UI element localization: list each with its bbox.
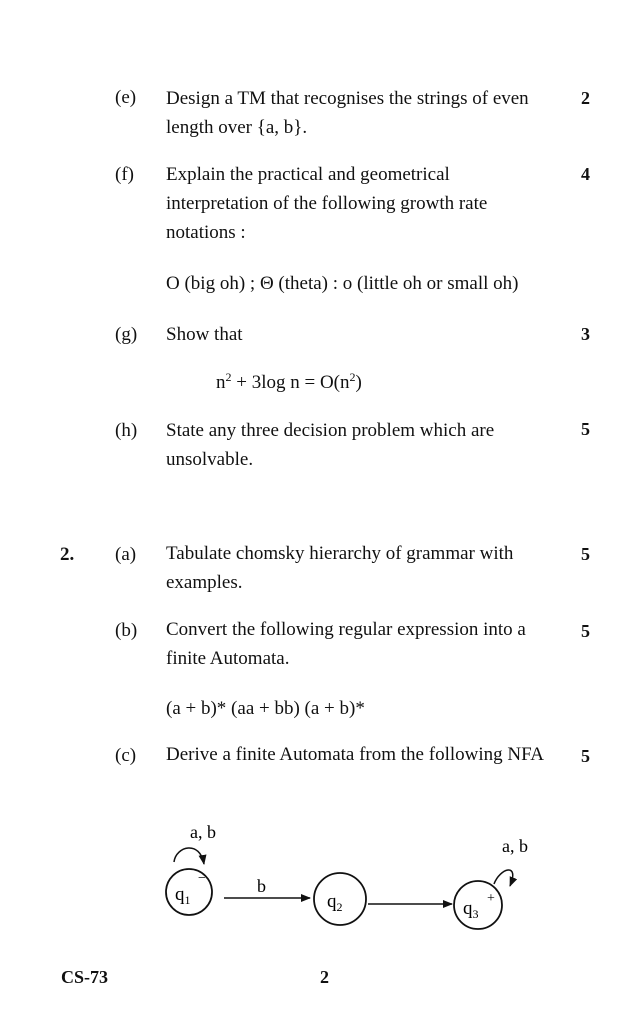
item-h-label: (h) bbox=[115, 420, 138, 441]
eq-n: n bbox=[216, 372, 226, 393]
q1-self-loop bbox=[174, 848, 204, 864]
page-number: 2 bbox=[320, 967, 329, 987]
item-g-text: Show that bbox=[166, 324, 243, 345]
q2-c-marks: 5 bbox=[581, 746, 590, 766]
state-q2-label: $q_2$ bbox=[327, 891, 343, 914]
growth-notation-part2: (theta) : o (little oh or small oh) bbox=[273, 273, 519, 294]
item-h-text: State any three decision problem which are unsolvable. bbox=[166, 420, 495, 470]
q2-b-marks: 5 bbox=[581, 621, 590, 641]
q2-a-label: (a) bbox=[115, 544, 137, 565]
eq-middle: + 3log n = O(n bbox=[231, 372, 350, 393]
q2-a-marks: 5 bbox=[581, 544, 590, 564]
edge-q1-q2-label: b bbox=[257, 876, 266, 896]
q1-loop-label: a, b bbox=[190, 822, 216, 842]
q2-b-label: (b) bbox=[115, 620, 138, 641]
state-q2 bbox=[314, 873, 366, 925]
q2-a-text: Tabulate chomsky hierarchy of grammar with examples. bbox=[166, 543, 514, 593]
theta-symbol: Θ bbox=[259, 273, 274, 294]
item-e-text: Design a TM that recognises the strings of even length over {a, b}. bbox=[166, 88, 529, 138]
q3-loop-label: a, b bbox=[502, 836, 528, 856]
q2-c-label: (c) bbox=[115, 745, 137, 766]
state-q3-label: $q_3$ bbox=[463, 898, 479, 921]
item-f-marks: 4 bbox=[581, 164, 590, 184]
item-h-marks: 5 bbox=[581, 419, 590, 439]
eq-superscript-2: 2 bbox=[349, 370, 356, 384]
item-g-marks: 3 bbox=[581, 324, 590, 344]
question-2-number: 2. bbox=[60, 544, 75, 565]
item-e-marks: 2 bbox=[581, 88, 590, 108]
growth-notation-equation bbox=[166, 273, 519, 295]
item-e-label: (e) bbox=[115, 87, 137, 108]
state-q1-label: $q_1$ bbox=[175, 884, 191, 907]
course-code: CS-73 bbox=[61, 967, 109, 987]
q2-c-text: Derive a finite Automata from the following NFA bbox=[166, 744, 544, 765]
item-f-text: Explain the practical and geometrical interpretation of the following growth rate notations : bbox=[166, 164, 488, 243]
eq-superscript-1: 2 bbox=[225, 370, 232, 384]
eq-close: ) bbox=[355, 372, 362, 393]
q2-b-text: Convert the following regular expression into a finite Automata. bbox=[166, 619, 526, 669]
big-o-equation bbox=[216, 370, 362, 394]
growth-notation-part1: O (big oh) ; bbox=[166, 273, 260, 294]
item-f-label: (f) bbox=[115, 164, 134, 185]
q3-self-loop bbox=[494, 870, 513, 886]
regular-expression: (a + b)* (aa + bb) (a + b)* bbox=[166, 698, 365, 719]
nfa-diagram bbox=[0, 810, 638, 940]
item-g-label: (g) bbox=[115, 324, 138, 345]
state-q1-start-mark: − bbox=[198, 871, 206, 886]
state-q3-final-mark: + bbox=[487, 891, 495, 906]
